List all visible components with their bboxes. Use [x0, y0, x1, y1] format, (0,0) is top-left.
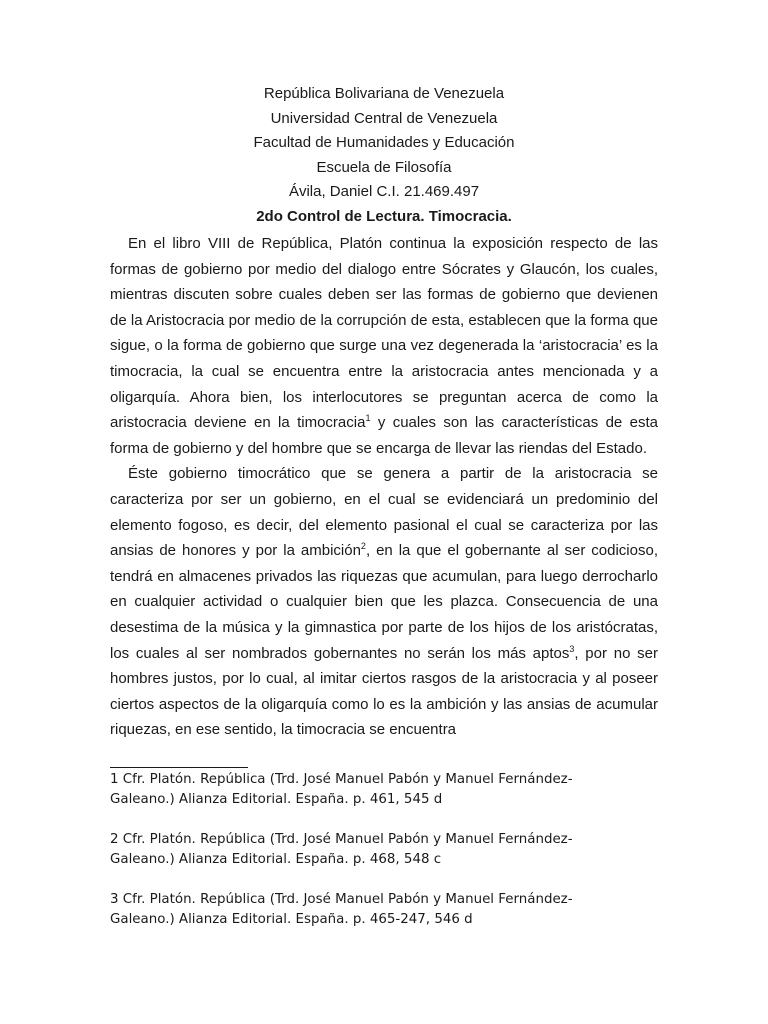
footnotes	[110, 770, 658, 950]
header-author: Ávila, Daniel C.I. 21.469.497	[288, 183, 480, 200]
footnote-2: 2 Cfr. Platón. República (Trd. José Manuel Pabón y Manuel Fernández- Galeano.) Alianza Editorial. España. p. 468, 548 c	[110, 832, 573, 867]
header-university: Universidad Central de Venezuela	[270, 109, 498, 127]
paragraph-1-text-b: y cuales son las características de esta forma de gobierno y del hombre que se encarga de llevar las riendas del Estado.	[110, 414, 658, 457]
paragraph-2-text-b: , en la que el gobernante al ser codicioso, tendrá en almacenes privados las riquezas que acumulan, para luego derrocharlo en cualquier actividad o cualquier bien que les plazca. Consecuencia de una desestima de la música y la gimnastica por parte de los hijos de los aristócratas, los cuales al ser nombrados gobernantes no serán los más aptos	[110, 542, 658, 662]
paragraph-1	[110, 231, 658, 461]
document-title: 2do Control de Lectura. Timocracia.	[256, 207, 512, 225]
paragraph-2	[110, 461, 658, 743]
paragraph-2-text-c: , por no ser hombres justos, por lo cual, al imitar ciertos rasgos de la aristocracia y al poseer ciertos aspectos de la oligarquía como lo es la ambición y las ansias de acumular riquezas, en ese sentido, la timocracia se encuentra	[110, 644, 658, 739]
footnote-separator	[110, 767, 248, 768]
footnote-1: 1 Cfr. Platón. República (Trd. José Manuel Pabón y Manuel Fernández- Galeano.) Alianza Editorial. España. p. 461, 545 d	[110, 772, 573, 807]
document-header	[110, 82, 658, 229]
footnote-ref-2[interactable]: 2	[360, 541, 366, 552]
header-school: Escuela de Filosofía	[316, 158, 452, 176]
footnote-ref-1[interactable]: 1	[365, 413, 371, 424]
header-faculty: Facultad de Humanidades y Educación	[253, 134, 515, 151]
footnote-3: 3 Cfr. Platón. República (Trd. José Manuel Pabón y Manuel Fernández- Galeano.) Alianza Editorial. España. p. 465-247, 546 d	[110, 892, 573, 927]
paragraph-1-text-a: En el libro VIII de República, Platón continua la exposición respecto de las formas de gobierno por medio del dialogo entre Sócrates y Glaucón, los cuales, mientras discuten sobre cuales deben ser las formas de gobierno que devienen de la Aristocracia por medio de la corrupción de esta, establecen que la forma que sigue, o la forma de gobierno que surge una vez degenerada la ‘aristocracia’ es la timocracia, la cual se encuentra entre la aristocracia antes mencionada y a oligarquía. Ahora bien, los interlocutores se preguntan acerca de como la aristocracia deviene en la timocracia	[110, 235, 658, 432]
paragraph-2-text-a: Éste gobierno timocrático que se genera a partir de la aristocracia se caracteriza por ser un gobierno, en el cual se evidenciará un predominio del elemento fogoso, es decir, del elemento pasional el cual se caracteriza por las ansias de honores y por la ambición	[110, 465, 658, 560]
document-body	[110, 231, 658, 743]
footnote-ref-3[interactable]: 3	[569, 643, 575, 654]
header-republic: República Bolivariana de Venezuela	[263, 85, 505, 102]
